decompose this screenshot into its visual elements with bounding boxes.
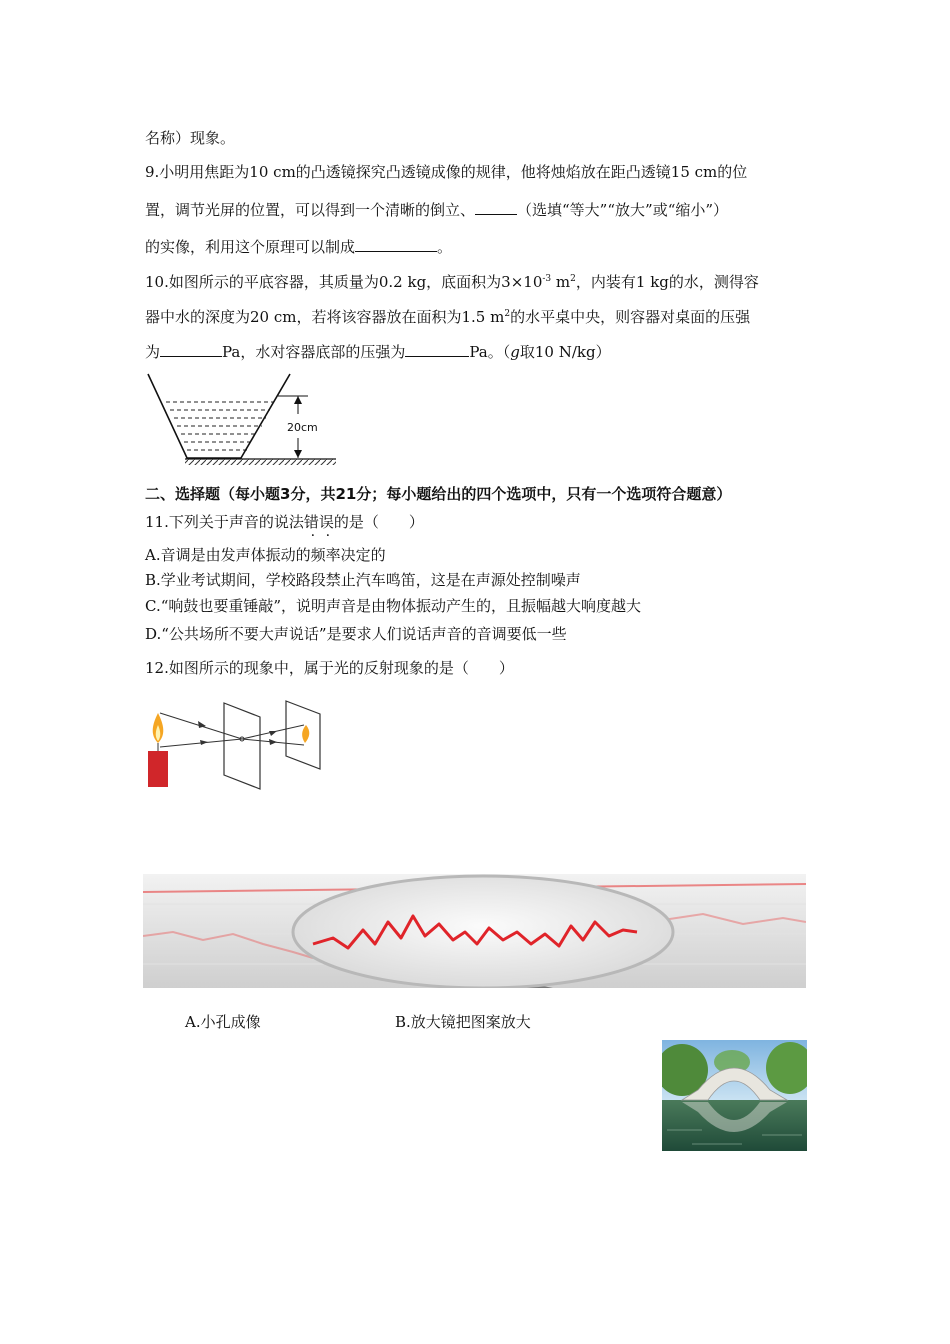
q10-blank-2[interactable] [405,341,469,357]
ray-arrow-4 [269,731,277,736]
q10-text-f: 为 [145,343,161,361]
candle-body [148,751,168,787]
q10-line-2 [145,307,750,327]
q9-text-b: （选填“等大”“放大”或“缩小”） [517,201,729,219]
q10-text-c: ，内装有1 kg的水，测得容 [575,273,759,291]
q12-caption-b: B.放大镜把图案放大 [395,1013,531,1031]
container-figure [140,370,340,475]
q8-tail: 名称）现象。 [145,129,236,147]
arrowhead-top [294,396,302,404]
q9-line-3 [145,236,452,257]
q11-option-b[interactable]: B.学业考试期间，学校路段禁止汽车鸣笛，这是在声源处控制噪声 [145,571,581,589]
pinhole-figure [144,697,328,791]
q11-stem-b: 的是（ ） [333,513,424,531]
q10-blank-1[interactable] [160,341,222,357]
q10-sup-sq: 2 [570,274,576,284]
ray-arrow-3 [269,739,277,745]
q11-emphasis-1: 错 [303,513,319,531]
q11-stem-a: 11.下列关于声音的说法 [145,513,304,531]
q11-option-d[interactable]: D.“公共场所不要大声说话”是要求人们说话声音的音调要低一些 [145,625,567,643]
q10-text-d: 器中水的深度为20 cm，若将该容器放在面积为1.5 m [145,308,505,326]
q11-option-c[interactable]: C.“响鼓也要重锤敲”，说明声音是由物体振动产生的，且振幅越大响度越大 [145,597,642,615]
q10-text-e: 的水平桌中央，则容器对桌面的压强 [510,308,751,326]
arrowhead-bottom [294,450,302,458]
q10-text-a: 10.如图所示的平底容器，其质量为0.2 kg，底面积为3×10 [145,273,543,291]
q9-blank-1[interactable] [475,199,517,215]
depth-label: 20cm [287,421,318,434]
ray-arrow-2 [200,740,208,745]
q10-g-symbol: g [510,343,520,361]
q10-sup-exp: -3 [542,274,552,284]
q10-sup-sq2: 2 [504,309,511,319]
q9-text-a: 置，调节光屏的位置，可以得到一个清晰的倒立、 [145,201,476,219]
q10-line-1 [145,272,759,292]
q10-text-i: 取10 N/kg） [519,343,611,361]
q9-text-d: 。 [437,238,453,256]
table-hatch [185,459,336,465]
q10-text-h: Pa。（ [469,343,511,361]
q9-line-2 [145,199,728,220]
water-region [162,396,278,458]
q10-text-b: m [551,273,571,291]
q9-blank-2[interactable] [355,236,437,252]
q9-line-1: 9.小明用焦距为10 cm的凸透镜探究凸透镜成像的规律，他将烛焰放在距凸透镜15 cm的位 [145,163,748,181]
q10-line-3 [145,341,611,362]
q12-stem: 12.如图所示的现象中，属于光的反射现象的是（ ） [145,659,514,677]
q10-text-g: Pa，水对容器底部的压强为 [222,343,406,361]
q11-emphasis-2: 误 [318,513,334,531]
q11-stem [145,512,424,532]
bridge-photo [662,1040,807,1151]
q11-option-a[interactable]: A.音调是由发声体振动的频率决定的 [145,546,386,564]
q12-caption-a: A.小孔成像 [185,1013,261,1031]
magnifier-figure [143,874,806,988]
section-2-heading: 二、选择题（每小题3分，共21分；每小题给出的四个选项中，只有一个选项符合题意） [145,485,732,503]
q9-text-c: 的实像，利用这个原理可以制成 [145,238,356,256]
pinhole-board [224,703,260,789]
